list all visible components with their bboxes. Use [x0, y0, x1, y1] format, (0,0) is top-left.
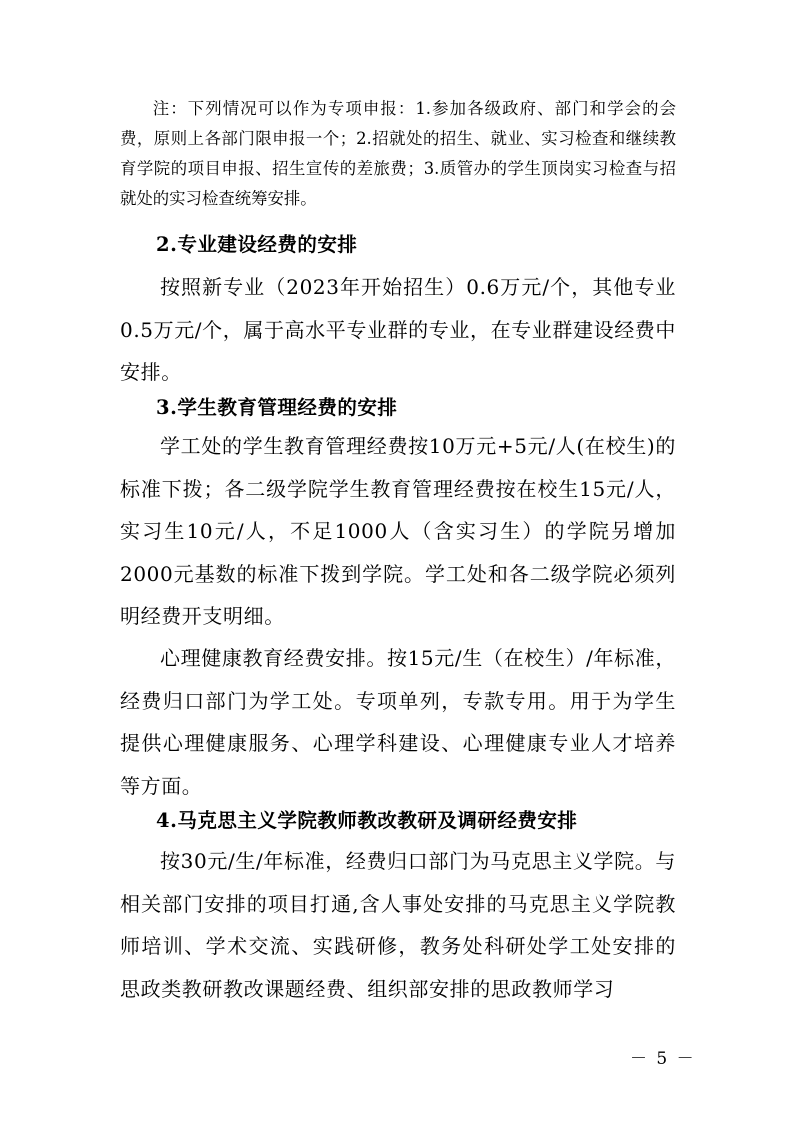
section-4-paragraph-1: 按30元/生/年标准，经费归口部门为马克思主义学院。与相关部门安排的项目打通,含人事处安排的马克思主义学院教师培训、学术交流、实践研修，教务处科研处学工处安排的思政类教研教改课题经费、组织部安排的思政教师学习: [120, 849, 676, 1001]
note-paragraph: 注：下列情况可以作为专项申报：1.参加各级政府、部门和学会的会费，原则上各部门限申报一个；2.招就处的招生、就业、实习检查和继续教育学院的项目申报、招生宣传的差旅费；3.质管办的学生顶岗实习检查与招就处的实习检查统筹安排。: [120, 99, 676, 208]
section-2-paragraph-1: 按照新专业（2023年开始招生）0.6万元/个，其他专业0.5万元/个，属于高水平专业群的专业，在专业群建设经费中安排。: [120, 275, 676, 384]
section-heading-4: 4.马克思主义学院教师教改教研及调研经费安排: [156, 809, 578, 832]
section-heading-3: 3.学生教育管理经费的安排: [156, 396, 398, 419]
section-3-paragraph-2: 心理健康教育经费安排。按15元/生（在校生）/年标准，经费归口部门为学工处。专项单列，专款专用。用于为学生提供心理健康服务、心理学科建设、心理健康专业人才培养等方面。: [120, 646, 676, 798]
section-3-paragraph-1: 学工处的学生教育管理经费按10万元+5元/人(在校生)的标准下拨；各二级学院学生教育管理经费按在校生15元/人，实习生10元/人，不足1000人（含实习生）的学院另增加2000元基数的标准下拨到学院。学工处和各二级学院必须列明经费开支明细。: [120, 434, 676, 628]
page-number: － 5 －: [630, 1049, 696, 1069]
section-heading-2: 2.专业建设经费的安排: [156, 233, 358, 256]
